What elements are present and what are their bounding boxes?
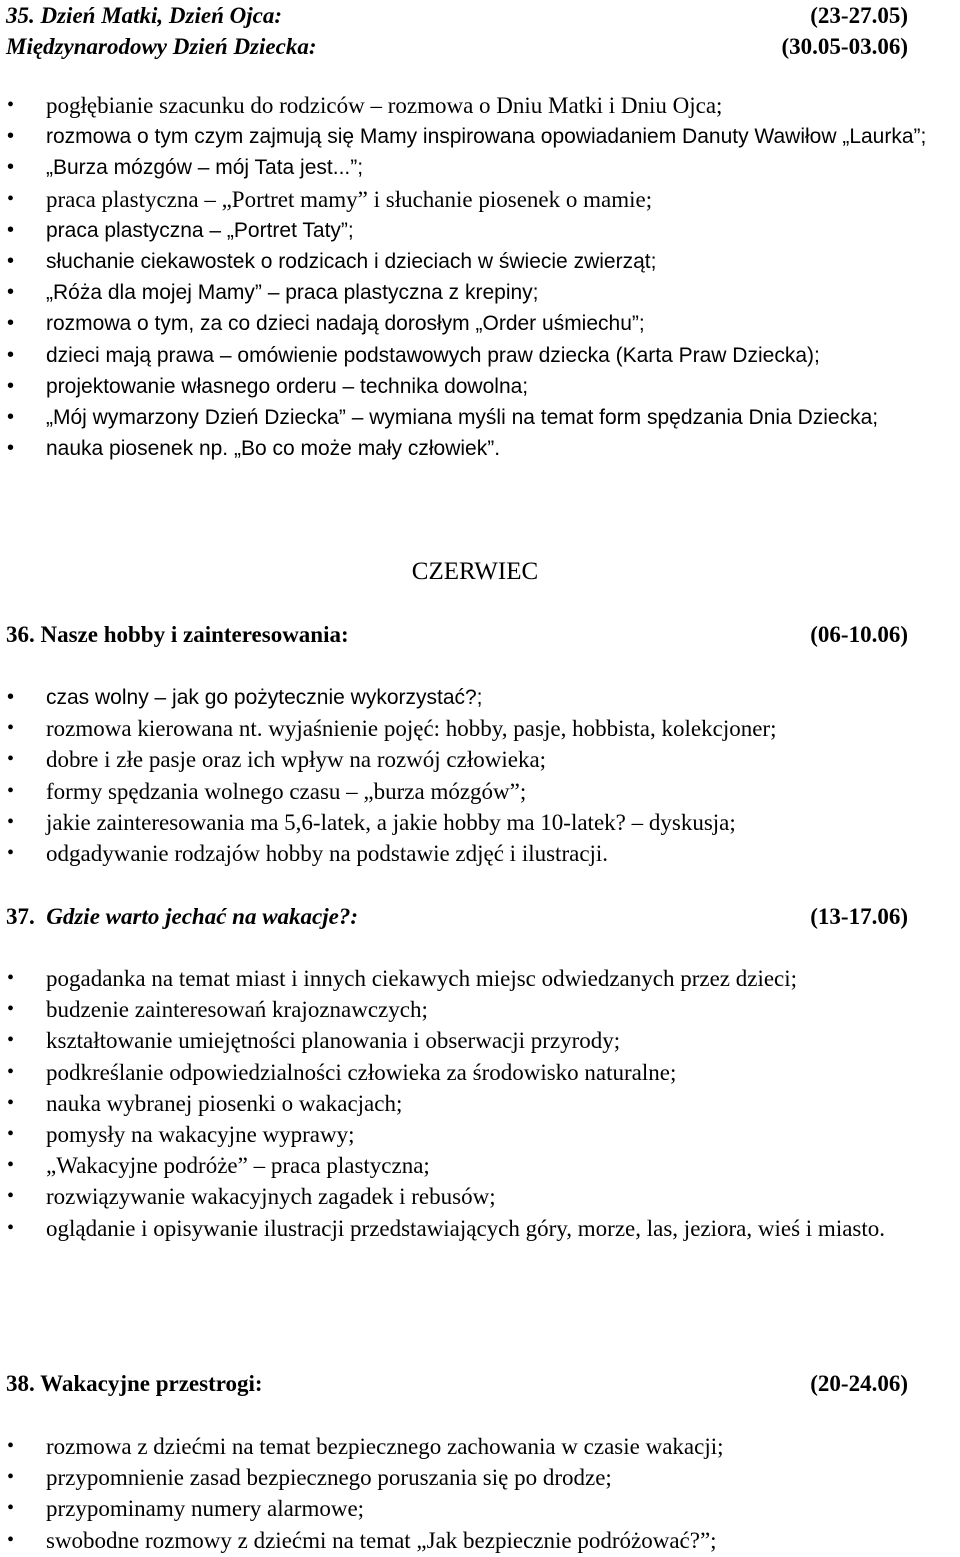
section-36-date: (06-10.06) [810, 622, 908, 647]
list-item: • pogadanka na temat miast i innych ciekawych miejsc odwiedzanych przez dzieci; [0, 963, 955, 994]
list-item: • jakie zainteresowania ma 5,6-latek, a jakie hobby ma 10-latek? – dyskusja; [0, 807, 955, 838]
section-35-header-line-1 [6, 0, 908, 31]
list-item: • przypomnienie zasad bezpiecznego poruszania się po drodze; [0, 1462, 955, 1493]
list-item: • dzieci mają prawa – omówienie podstawowych praw dziecka (Karta Praw Dziecka); [0, 340, 955, 371]
section-35-subtitle: Międzynarodowy Dzień Dziecka: [6, 34, 317, 59]
section-36-title: 36. Nasze hobby i zainteresowania: [6, 622, 349, 647]
list-item: • rozwiązywanie wakacyjnych zagadek i rebusów; [0, 1181, 955, 1212]
list-item: • pomysły na wakacyjne wyprawy; [0, 1119, 955, 1150]
list-item: • czas wolny – jak go pożytecznie wykorzystać?; [0, 682, 955, 713]
list-item: • nauka piosenek np. „Bo co może mały człowiek”. [0, 433, 955, 464]
section-37-list [0, 963, 955, 1244]
list-item: • „Burza mózgów – mój Tata jest...”; [0, 152, 955, 183]
section-35-date: (23-27.05) [810, 3, 908, 28]
section-37-header [6, 901, 908, 932]
section-35-header-line-2 [6, 31, 908, 62]
list-item: • przypominamy numery alarmowe; [0, 1493, 955, 1524]
list-item: • „Mój wymarzony Dzień Dziecka” – wymiana myśli na temat form spędzania Dnia Dziecka; [0, 402, 955, 433]
list-item: • swobodne rozmowy z dziećmi na temat „Jak bezpiecznie podróżować?”; [0, 1525, 955, 1556]
section-35-subdate: (30.05-03.06) [781, 34, 908, 59]
list-item: • rozmowa kierowana nt. wyjaśnienie pojęć: hobby, pasje, hobbista, kolekcjoner; [0, 713, 955, 744]
list-item: • rozmowa o tym, za co dzieci nadają dorosłym „Order uśmiechu”; [0, 308, 955, 339]
list-item: • oglądanie i opisywanie ilustracji przedstawiających góry, morze, las, jeziora, wieś i miasto. [0, 1213, 955, 1244]
list-item: • praca plastyczna – „Portret mamy” i słuchanie piosenek o mamie; [0, 184, 955, 215]
section-37-number: 37. [6, 904, 35, 929]
list-item: • budzenie zainteresowań krajoznawczych; [0, 994, 955, 1025]
section-38-header [6, 1368, 908, 1399]
list-item: • słuchanie ciekawostek o rodzicach i dzieciach w świecie zwierząt; [0, 246, 955, 277]
section-38-date: (20-24.06) [810, 1371, 908, 1396]
section-35-list [0, 90, 955, 464]
section-37-heading [6, 901, 358, 932]
list-item: • formy spędzania wolnego czasu – „burza mózgów”; [0, 776, 955, 807]
section-38-title: 38. Wakacyjne przestrogi: [6, 1371, 263, 1396]
section-36-list [0, 682, 955, 869]
list-item: • pogłębianie szacunku do rodziców – rozmowa o Dniu Matki i Dniu Ojca; [0, 90, 955, 121]
list-item: • odgadywanie rodzajów hobby na podstawie zdjęć i ilustracji. [0, 838, 955, 869]
list-item: • „Róża dla mojej Mamy” – praca plastyczna z krepiny; [0, 277, 955, 308]
list-item: • praca plastyczna – „Portret Taty”; [0, 215, 955, 246]
list-item: • rozmowa z dziećmi na temat bezpiecznego zachowania w czasie wakacji; [0, 1431, 955, 1462]
list-item: • dobre i złe pasje oraz ich wpływ na rozwój człowieka; [0, 744, 955, 775]
list-item: • rozmowa o tym czym zajmują się Mamy inspirowana opowiadaniem Danuty Wawiłow „Laurka”; [0, 121, 955, 152]
list-item: • projektowanie własnego orderu – technika dowolna; [0, 371, 955, 402]
list-item: • nauka wybranej piosenki o wakacjach; [0, 1088, 955, 1119]
list-item: • „Wakacyjne podróże” – praca plastyczna; [0, 1150, 955, 1181]
section-36-header [6, 619, 908, 650]
list-item: • kształtowanie umiejętności planowania i obserwacji przyrody; [0, 1025, 955, 1056]
month-heading: CZERWIEC [411, 558, 539, 585]
section-37-title: Gdzie warto jechać na wakacje?: [46, 904, 358, 929]
section-37-date: (13-17.06) [810, 904, 908, 929]
section-35-title: 35. Dzień Matki, Dzień Ojca: [6, 3, 282, 28]
section-38-list [0, 1431, 955, 1556]
list-item: • podkreślanie odpowiedzialności człowieka za środowisko naturalne; [0, 1057, 955, 1088]
